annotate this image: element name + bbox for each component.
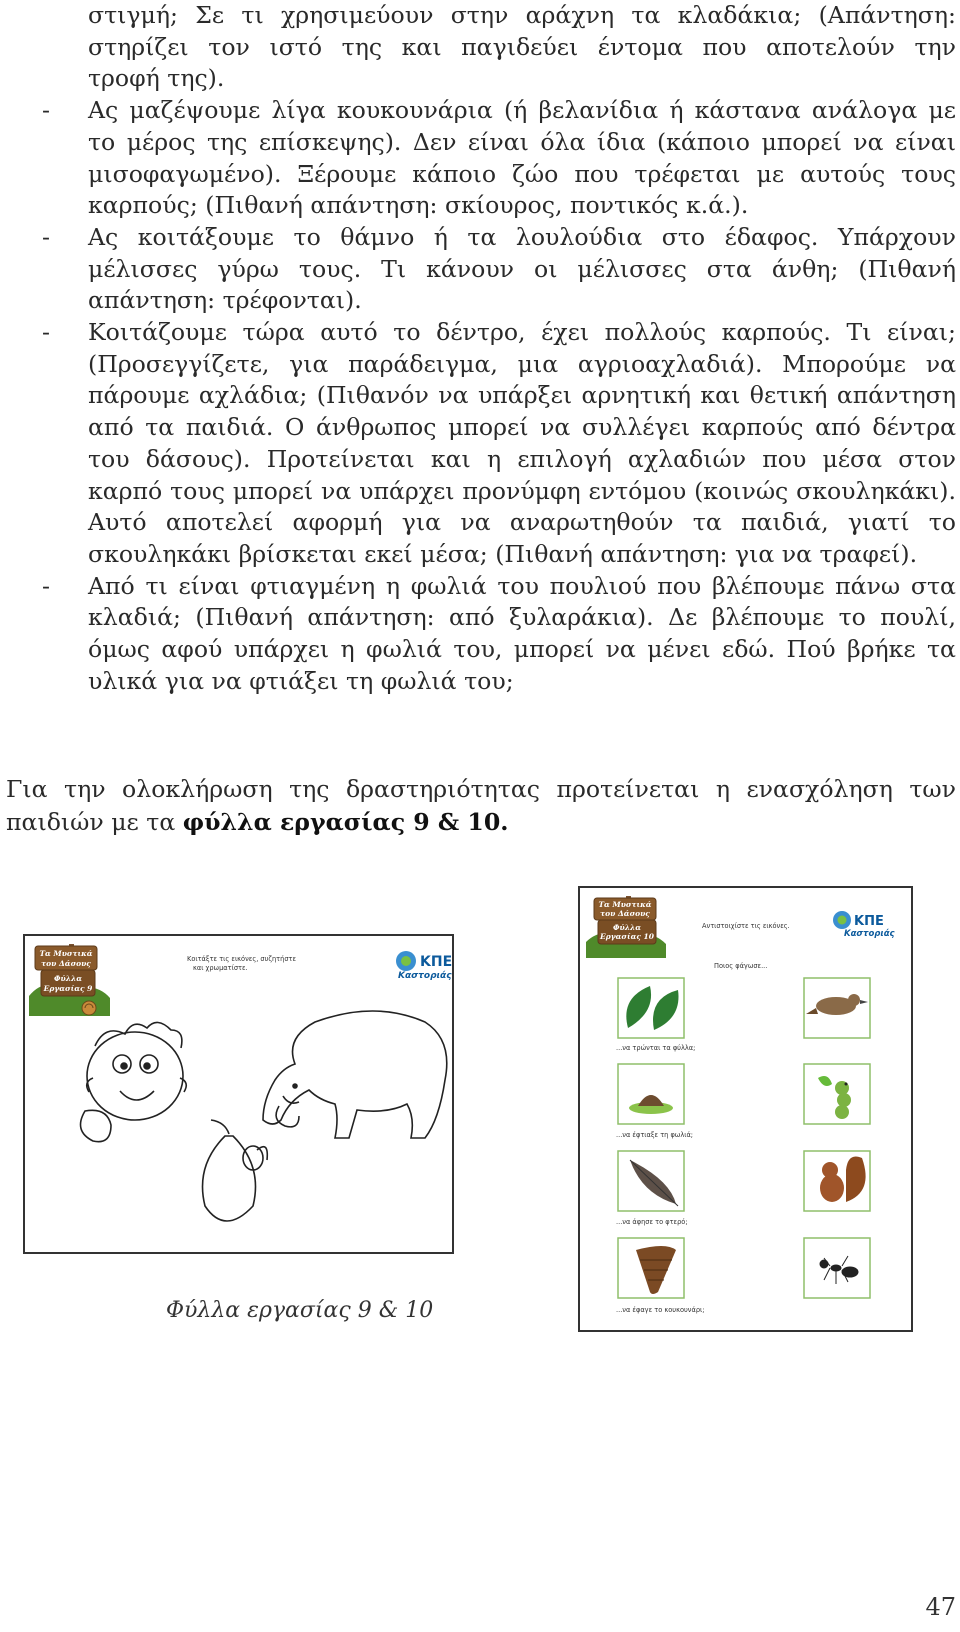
worksheet-10-image <box>578 886 913 1332</box>
list-item-text: Κοιτάζουμε τώρα αυτό το δέντρο, έχει πολλούς καρπούς. Τι είναι; (Προσεγγίζετε, για παράδειγμα, μια αγριοαχλαδιά). Μπορούμε να πάρουμε αχλάδια; (Πιθανόν να υπάρξει αρνητική και θετική απάντηση από τα παιδιά. Ο άνθρωπος μπορεί να συλλέγει καρπούς από δέντρα του δάσους). Προτείνεται και η επιλογή αχλαδιών που μέσα στον καρπό τους μπορεί να υπάρχει προνύμφη εντόμου (κοινώς σκουληκάκι). Αυτό αποτελεί αφορμή για να αναρωτηθούν τα παιδιά, γιατί το σκουληκάκι βρίσκεται εκεί μέσα; (Πιθανή απάντηση: για να τραφεί). <box>88 318 956 568</box>
worksheet-9-image <box>23 934 454 1254</box>
list-item <box>0 317 956 571</box>
sign-line-3: Φύλλα <box>612 923 642 932</box>
ws10-logo-text: ΚΠΕ <box>854 914 884 929</box>
sign-line-2: του Δάσους <box>600 909 650 918</box>
signpost-icon <box>586 896 666 958</box>
ws10-row-label-2: ...να έφτιαξε τη φωλιά; <box>616 1131 694 1139</box>
sign-line-2: του Δάσους <box>41 959 91 968</box>
sign-line-4: Εργασίας 10 <box>600 932 654 941</box>
bear-drawing-icon <box>263 1011 447 1138</box>
sign-line-1: Τα Μυστικά <box>39 949 93 958</box>
list-dash: - <box>42 318 50 347</box>
body-text <box>0 0 960 697</box>
list-item-text: Από τι είναι φτιαγμένη η φωλιά του πουλιού που βλέπουμε πάνω στα κλαδιά; (Πιθανή απάντηση: από ξυλαράκια). Δε βλέπουμε το πουλί, όμως αφού υπάρχει η φωλιά του, μπορεί να μένει εδώ. Πού βρήκε τα υλικά για να φτιάξει τη φωλιά του; <box>88 571 956 695</box>
list-item-text: Ας κοιτάξουμε το θάμνο ή τα λουλούδια στο έδαφος. Υπάρχουν μέλισσες γύρω τους. Τι κάνουν οι μέλισσες στα άνθη; (Πιθανή απάντηση: τρέφονται). <box>88 222 956 315</box>
kpe-logo-icon <box>833 911 896 939</box>
continuation-line-2: στηρίζει τον ιστό της και παγιδεύει έντομα που αποτελούν την <box>88 32 956 61</box>
closing-bold-reference: φύλλα εργασίας 9 & 10. <box>182 808 509 836</box>
ws10-row-label-1: ...να τρώνται τα φύλλα; <box>616 1044 696 1052</box>
ws9-logo-sub: Καστοριάς <box>398 971 452 981</box>
list-item-continuation <box>0 0 956 95</box>
worksheet-10-illustration <box>580 888 911 1330</box>
kpe-logo-icon <box>396 951 452 981</box>
closing-paragraph <box>6 773 956 839</box>
ws10-instruction: Αντιστοιχίστε τις εικόνες. <box>702 922 790 930</box>
ws9-instruction-1: Κοιτάξτε τις εικόνες, συζητήστε <box>187 955 297 963</box>
worksheet-9-illustration <box>25 936 452 1252</box>
continuation-line-1: στιγμή; Σε τι χρησιμεύουν στην αράχνη τα κλαδάκια; (Απάντηση: <box>88 1 956 29</box>
list-item <box>0 571 956 698</box>
continuation-line-3: τροφή της). <box>88 64 225 93</box>
list-dash: - <box>42 571 50 600</box>
list-dash: - <box>42 96 50 125</box>
sign-line-3: Φύλλα <box>53 974 83 983</box>
pear-drawing-icon <box>203 1120 268 1221</box>
list-item-text: Ας μαζέψουμε λίγα κουκουνάρια (ή βελανίδια ή κάστανα ανάλογα με το μέρος της επίσκεψης). Δεν είναι όλα ίδια (κάποιο μπορεί να είναι μισοφαγωμένο). Ξέρουμε κάποιο ζώο που τρέφεται με αυτούς τους καρπούς; (Πιθανή απάντηση: σκίουρος, ποντικός κ.ά.). <box>88 96 956 220</box>
ws9-instruction-2: και χρωματίστε. <box>193 964 248 972</box>
list-item <box>0 95 956 222</box>
ws10-row-label-3: ...να άφησε το φτερό; <box>616 1218 688 1226</box>
signpost-icon <box>29 944 110 1016</box>
list-item <box>0 222 956 317</box>
ws10-row-label-4: ...να έφαγε το κουκουνάρι; <box>616 1306 705 1314</box>
sign-line-4: Εργασίας 9 <box>43 984 93 993</box>
boy-drawing-icon <box>81 1022 187 1141</box>
match-box-nest <box>618 1064 684 1124</box>
figure-caption: Φύλλα εργασίας 9 & 10 <box>166 1298 434 1323</box>
page-number: 47 <box>925 1593 956 1621</box>
list-dash: - <box>42 222 50 251</box>
ws10-question: Ποιος φάγωσε... <box>714 962 768 970</box>
ws10-logo-sub: Καστοριάς <box>844 929 895 939</box>
closing-text: Για την ολοκλήρωση της δραστηριότητας προτείνεται η ενασχόληση των παιδιών με τα <box>6 775 956 836</box>
ws9-logo-text: ΚΠΕ <box>420 954 452 970</box>
sign-line-1: Τα Μυστικά <box>598 900 652 909</box>
